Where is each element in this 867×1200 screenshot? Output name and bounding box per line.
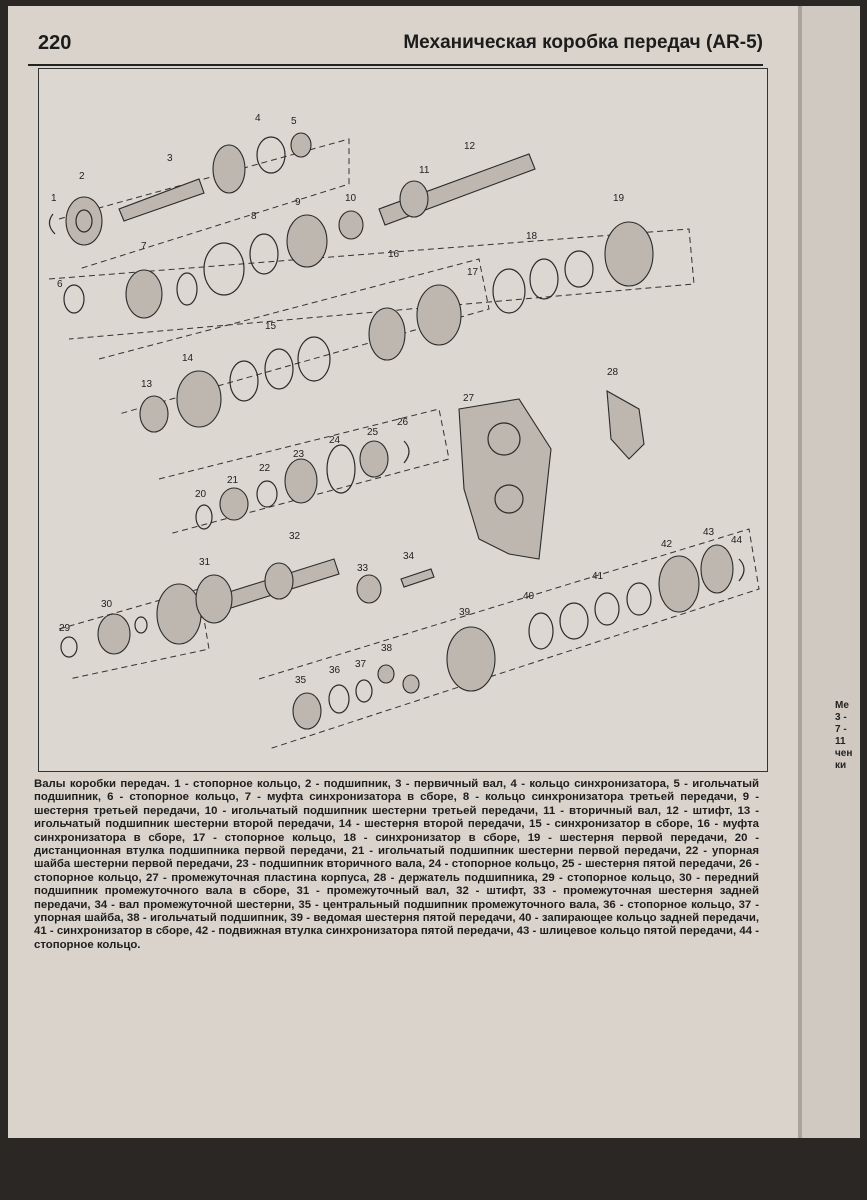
gearbox-shafts-drawing [39,69,767,771]
callout-30: 30 [101,599,113,610]
callout-40: 40 [523,591,535,602]
callout-28: 28 [607,367,619,378]
callout-31: 31 [199,557,211,568]
callout-33: 33 [357,563,369,574]
callout-42: 42 [661,539,673,550]
callout-10: 10 [345,193,357,204]
callout-3: 3 [167,153,173,164]
callout-6: 6 [57,279,63,290]
callout-14: 14 [182,353,194,364]
callout-20: 20 [195,489,207,500]
callout-43: 43 [703,527,715,538]
adjacent-page [798,6,860,1138]
callout-18: 18 [526,231,538,242]
page-title: Механическая коробка передач (AR-5) [403,32,763,53]
callout-41: 41 [592,571,604,582]
adjacent-line: 11 [835,736,846,747]
book-page [8,6,798,1138]
callout-11: 11 [419,165,430,176]
callout-38: 38 [381,643,393,654]
page-number: 220 [38,32,72,54]
callout-5: 5 [291,116,297,127]
callout-26: 26 [397,417,409,428]
callout-23: 23 [293,449,305,460]
callout-22: 22 [259,463,271,474]
figure-caption: Валы коробки передач. 1 - стопорное кольцо, 2 - подшипник, 3 - первичный вал, 4 - кольцо синхронизатора, 5 - игольчатый подшипник, 6 - стопорное кольцо, 7 - муфта синхронизатора в сборе, 8 - кольцо синхронизатора третьей передачи, 9 - шестерня третьей передачи, 10 - игольчатый подшипник шестерни третьей передачи, 11 - вторичный вал, 12 - штифт, 13 - игольчатый подшипник шестерни второй передачи, 14 - шестерня второй передачи, 15 - синхронизатор в сборе, 16 - муфта синхронизатора в сборе, 17 - стопорное кольцо, 18 - синхронизатор в сборе, 19 - шестерня первой передачи, 20 - дистанционная втулка подшипника первой передачи, 21 - игольчатый подшипник шестерни первой передачи, 22 - упорная шайба шестерни первой передачи, 23 - подшипник вторичного вала, 24 - стопорное кольцо, 25 - шестерня пятой передачи, 26 - стопорное кольцо, 27 - промежуточная пластина корпуса, 28 - держатель подшипника, 29 - стопорное кольцо, 30 - передний подшипник промежуточного вала в сборе, 31 - промежуточный вал, 32 - штифт, 33 - промежуточная шестерня задней передачи, 34 - вал промежуточной шестерни, 35 - центральный подшипник промежуточного вала, 36 - стопорное кольцо, 37 - упорная шайба, 38 - игольчатый подшипник, 39 - ведомая шестерня пятой передачи, 40 - запирающее кольцо задней передачи, 41 - синхронизатор в сборе, 42 - подвижная втулка синхронизатора пятой передачи, 43 - шлицевое кольцо пятой передачи, 44 - стопорное кольцо. [34,778,759,951]
adjacent-line: 7 - [835,724,847,735]
callout-2: 2 [79,171,85,182]
callout-4: 4 [255,113,261,124]
callout-17: 17 [467,267,479,278]
callout-12: 12 [464,141,476,152]
callout-44: 44 [731,535,743,546]
callout-29: 29 [59,623,71,634]
callout-27: 27 [463,393,475,404]
callout-8: 8 [251,211,257,222]
callout-39: 39 [459,607,471,618]
callout-21: 21 [227,475,239,486]
callout-7: 7 [141,241,147,252]
callout-19: 19 [613,193,625,204]
adjacent-page-text [835,700,860,772]
page-edge [798,6,802,1138]
exploded-diagram [38,68,768,772]
callout-37: 37 [355,659,367,670]
callout-15: 15 [265,321,277,332]
adjacent-line: 3 - [835,712,847,723]
adjacent-line: чен [835,748,853,759]
callout-36: 36 [329,665,341,676]
adjacent-line: Ме [835,700,849,711]
adjacent-line: ки [835,760,847,771]
callout-16: 16 [388,249,400,260]
callout-35: 35 [295,675,307,686]
callout-9: 9 [295,197,301,208]
callout-1: 1 [51,193,57,204]
callout-13: 13 [141,379,153,390]
callout-24: 24 [329,435,341,446]
page-header [28,26,763,66]
callout-32: 32 [289,531,301,542]
callout-34: 34 [403,551,415,562]
callout-25: 25 [367,427,379,438]
